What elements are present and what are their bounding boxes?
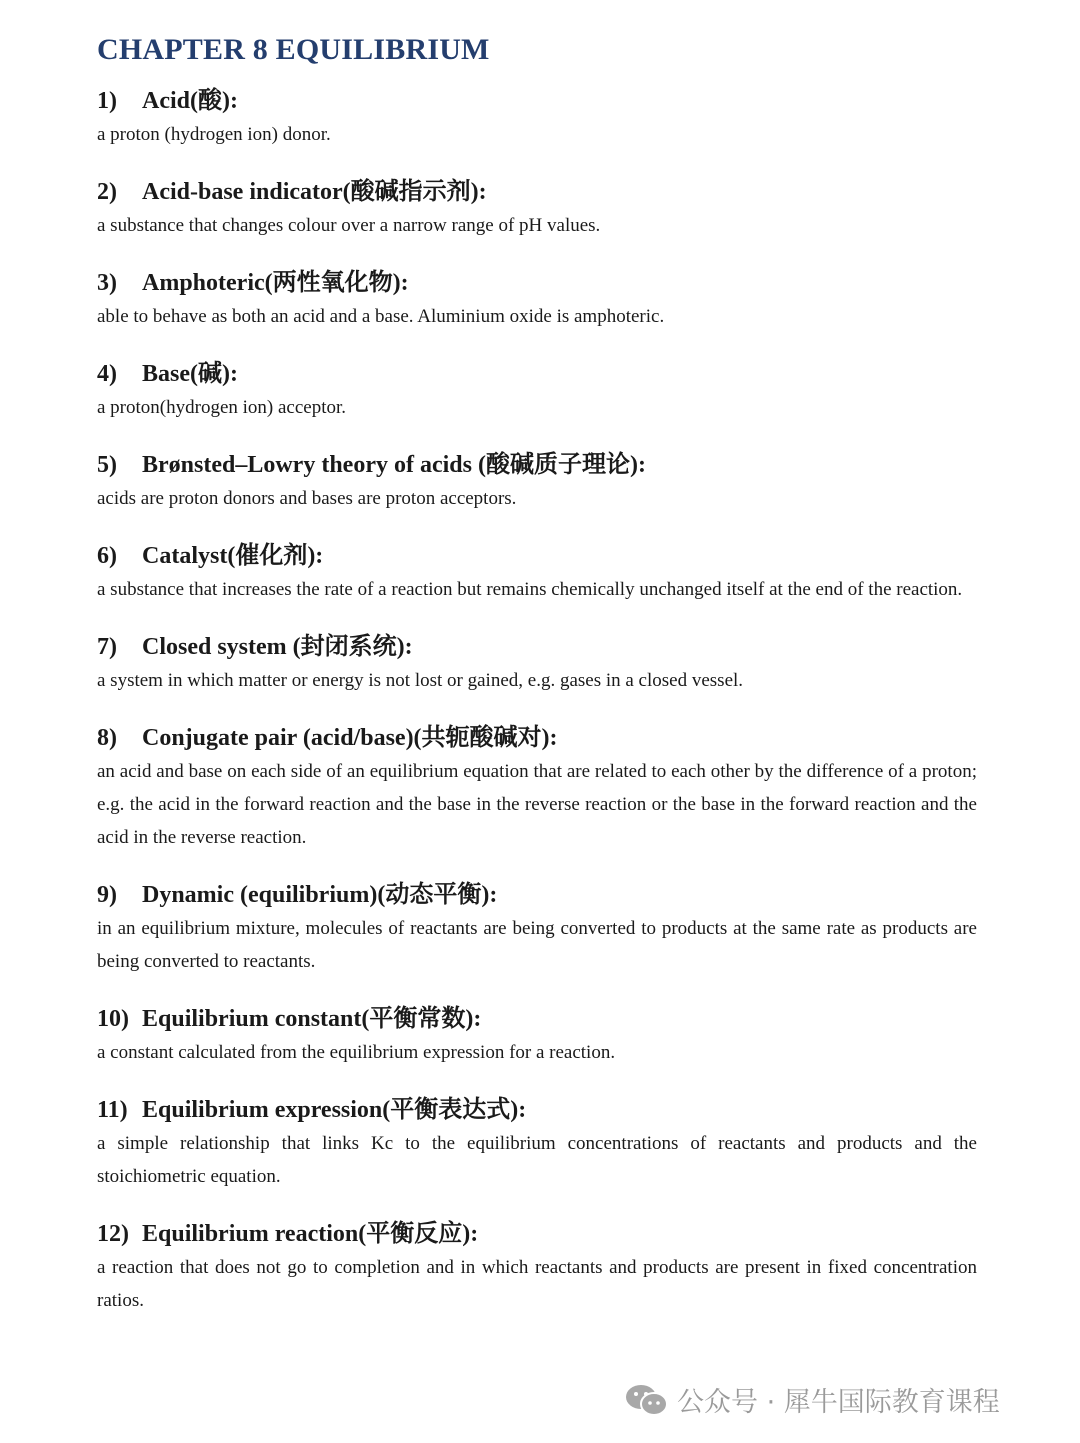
- entry-definition: a system in which matter or energy is not lost or gained, e.g. gases in a closed vessel.: [97, 670, 744, 691]
- entry-heading: [97, 1002, 977, 1036]
- entry-number: 6): [97, 543, 117, 569]
- entry-definition: a substance that increases the rate of a reaction but remains chemically unchanged itself at the end of the reaction.: [97, 579, 963, 600]
- entry-term: Brønsted–Lowry theory of acids (酸碱质子理论):: [142, 452, 646, 478]
- glossary-entry: [97, 1093, 977, 1193]
- entry-term: Amphoteric(两性氧化物):: [142, 270, 409, 296]
- wechat-icon: [625, 1383, 669, 1417]
- entry-term: Closed system (封闭系统):: [142, 634, 413, 660]
- entry-definition: a constant calculated from the equilibrium expression for a reaction.: [97, 1042, 616, 1063]
- glossary-entry: [97, 1217, 977, 1317]
- entry-number: 5): [97, 452, 117, 478]
- entry-number: 7): [97, 634, 117, 660]
- entry-definition: a substance that changes colour over a narrow range of pH values.: [97, 215, 601, 236]
- entry-term: Equilibrium expression(平衡表达式):: [142, 1097, 527, 1123]
- glossary-entry: [97, 84, 977, 151]
- entry-heading: [97, 878, 977, 912]
- entry-term: Base(碱):: [142, 361, 238, 387]
- chapter-title: CHAPTER 8 EQUILIBRIUM: [97, 33, 490, 66]
- watermark-text: 公众号 · 犀牛国际教育课程: [677, 1387, 1000, 1418]
- entry-number: 11): [97, 1097, 128, 1123]
- glossary-entry: [97, 1002, 977, 1069]
- glossary-entry: [97, 878, 977, 978]
- glossary-entry: [97, 357, 977, 424]
- entry-number: 1): [97, 88, 117, 114]
- glossary-entry: [97, 448, 977, 515]
- glossary-entry: [97, 630, 977, 697]
- watermark: [625, 1380, 1000, 1419]
- entry-heading: [97, 357, 977, 391]
- entry-definition: an acid and base on each side of an equilibrium equation that are related to each other by the difference of a proton; e.g. the acid in the forward reaction and the base in the reverse reaction or the base in the forward reaction and the acid in the reverse reaction.: [97, 761, 977, 848]
- glossary-entry: [97, 266, 977, 333]
- entry-term: Acid-base indicator(酸碱指示剂):: [142, 179, 487, 205]
- entry-heading: [97, 84, 977, 118]
- entry-term: Conjugate pair (acid/base)(共轭酸碱对):: [142, 725, 558, 751]
- entry-definition: able to behave as both an acid and a base. Aluminium oxide is amphoteric.: [97, 306, 665, 327]
- glossary-entry: [97, 721, 977, 854]
- entry-heading: [97, 266, 977, 300]
- entry-number: 9): [97, 882, 117, 908]
- entry-term: Acid(酸):: [142, 88, 238, 114]
- entry-definition: acids are proton donors and bases are proton acceptors.: [97, 488, 517, 509]
- entry-definition: a proton(hydrogen ion) acceptor.: [97, 397, 347, 418]
- entry-heading: [97, 539, 977, 573]
- entry-heading: [97, 448, 977, 482]
- entry-term: Dynamic (equilibrium)(动态平衡):: [142, 882, 498, 908]
- entry-number: 4): [97, 361, 117, 387]
- entry-heading: [97, 1217, 977, 1251]
- entry-term: Catalyst(催化剂):: [142, 543, 324, 569]
- entry-definition: in an equilibrium mixture, molecules of reactants are being converted to products at the same rate as products are being converted to reactants.: [97, 918, 977, 972]
- entry-term: Equilibrium reaction(平衡反应):: [142, 1221, 479, 1247]
- entry-definition: a simple relationship that links Kc to the equilibrium concentrations of reactants and products and the stoichiometric equation.: [97, 1133, 977, 1187]
- entry-number: 8): [97, 725, 117, 751]
- glossary-list: [97, 84, 977, 1317]
- entry-number: 3): [97, 270, 117, 296]
- entry-heading: [97, 630, 977, 664]
- entry-term: Equilibrium constant(平衡常数):: [142, 1006, 482, 1032]
- entry-number: 10): [97, 1006, 129, 1032]
- entry-heading: [97, 721, 977, 755]
- entry-heading: [97, 175, 977, 209]
- entry-heading: [97, 1093, 977, 1127]
- entry-number: 12): [97, 1221, 129, 1247]
- entry-definition: a proton (hydrogen ion) donor.: [97, 124, 331, 145]
- glossary-entry: [97, 539, 977, 606]
- glossary-entry: [97, 175, 977, 242]
- entry-definition: a reaction that does not go to completion and in which reactants and products are present in fixed concentration ratios.: [97, 1257, 977, 1311]
- document-page: [97, 30, 977, 1341]
- entry-number: 2): [97, 179, 117, 205]
